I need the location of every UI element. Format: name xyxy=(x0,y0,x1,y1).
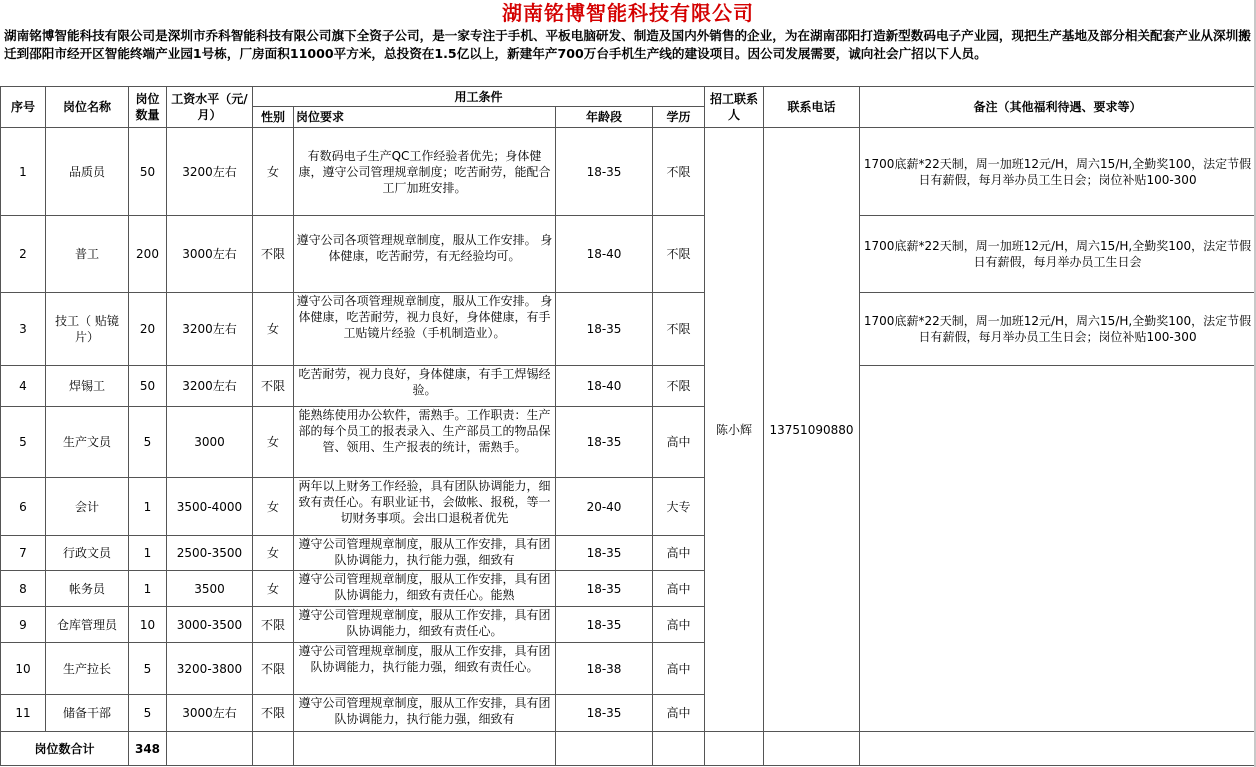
cell-education: 不限 xyxy=(653,128,705,216)
cell-seq: 11 xyxy=(1,695,46,732)
cell-count: 10 xyxy=(129,607,167,643)
cell-education: 不限 xyxy=(653,366,705,407)
header-seq: 序号 xyxy=(1,87,46,128)
header-conditions: 用工条件 xyxy=(253,87,705,107)
requirements-text: 遵守公司各项管理规章制度，服从工作安排。 身体健康，吃苦耐劳，视力良好，身体健康，有手工贴镜片经验（手机制造业）。 xyxy=(296,294,553,340)
cell-count: 200 xyxy=(129,216,167,293)
cell-count: 1 xyxy=(129,478,167,536)
requirements-text: 遵守公司管理规章制度，服从工作安排，具有团队协调能力，执行能力强，细致有 xyxy=(298,537,551,567)
cell-gender: 女 xyxy=(253,536,294,571)
requirements-text: 两年以上财务工作经验，具有团队协调能力，细致有责任心。有职业证书，会做帐、报税，等一切财务事项。会出口退税者优先 xyxy=(298,479,551,525)
cell-gender: 女 xyxy=(253,478,294,536)
cell-salary: 3000左右 xyxy=(167,216,253,293)
empty-cell xyxy=(167,732,253,766)
cell-position: 仓库管理员 xyxy=(46,607,129,643)
table-row xyxy=(1,216,1256,293)
cell-requirements xyxy=(294,407,556,478)
cell-education: 不限 xyxy=(653,293,705,366)
cell-count: 50 xyxy=(129,128,167,216)
cell-position: 品质员 xyxy=(46,128,129,216)
table-row xyxy=(1,366,1256,407)
totals-row xyxy=(1,732,1256,766)
cell-age: 18-35 xyxy=(556,571,653,607)
cell-gender: 不限 xyxy=(253,695,294,732)
cell-seq: 4 xyxy=(1,366,46,407)
cell-requirements xyxy=(294,366,556,407)
empty-cell xyxy=(860,732,1256,766)
cell-age: 18-35 xyxy=(556,128,653,216)
requirements-text: 有数码电子生产QC工作经验者优先；身体健康，遵守公司管理规章制度；吃苦耐劳，能配合工厂加班安排。 xyxy=(298,149,551,195)
requirements-text: 遵守公司各项管理规章制度，服从工作安排。 身体健康，吃苦耐劳，有无经验均可。 xyxy=(296,233,553,263)
company-intro: 湖南铭博智能科技有限公司是深圳市乔科智能科技有限公司旗下全资子公司，是一家专注于手机、平板电脑研发、制造及国内外销售的企业，为在湖南邵阳打造新型数码电子产业园，现把生产基地及部分相关配套产业从深圳搬迁到邵阳市经开区智能终端产业园1号栋，厂房面积11000平方米，总投资在1.5亿以上，新建年产700万台手机生产线的建设项目。因公司发展需要，诚向社会广招以下人员。 xyxy=(4,28,1251,61)
cell-education: 高中 xyxy=(653,571,705,607)
remark-2: 1700底薪*22天制，周一加班12元/H，周六15/H,全勤奖100，法定节假日有薪假，每月举办员工生日会 xyxy=(860,216,1256,293)
cell-salary: 3200-3800 xyxy=(167,643,253,695)
cell-position: 生产文员 xyxy=(46,407,129,478)
cell-requirements xyxy=(294,478,556,536)
cell-education: 高中 xyxy=(653,643,705,695)
header-age: 年龄段 xyxy=(556,107,653,128)
cell-requirements xyxy=(294,293,556,366)
cell-gender: 不限 xyxy=(253,216,294,293)
total-label: 岗位数合计 xyxy=(1,732,129,766)
cell-requirements xyxy=(294,643,556,695)
cell-position: 行政文员 xyxy=(46,536,129,571)
header-gender: 性别 xyxy=(253,107,294,128)
cell-position: 焊锡工 xyxy=(46,366,129,407)
cell-seq: 9 xyxy=(1,607,46,643)
empty-cell xyxy=(653,732,705,766)
requirements-text: 遵守公司管理规章制度，服从工作安排，具有团队协调能力，细致有责任心。能熟 xyxy=(298,572,551,602)
cell-count: 5 xyxy=(129,695,167,732)
cell-requirements xyxy=(294,571,556,607)
remarks-empty xyxy=(860,366,1256,732)
header-salary: 工资水平（元/月） xyxy=(167,87,253,128)
cell-count: 5 xyxy=(129,407,167,478)
cell-age: 18-40 xyxy=(556,366,653,407)
cell-education: 不限 xyxy=(653,216,705,293)
cell-gender: 不限 xyxy=(253,366,294,407)
cell-salary: 3200左右 xyxy=(167,366,253,407)
cell-position: 普工 xyxy=(46,216,129,293)
contact-phone: 13751090880 xyxy=(764,128,860,732)
requirements-text: 遵守公司管理规章制度，服从工作安排，具有团队协调能力，执行能力强，细致有责任心。 xyxy=(298,644,551,674)
cell-count: 50 xyxy=(129,366,167,407)
cell-age: 18-38 xyxy=(556,643,653,695)
empty-cell xyxy=(294,732,556,766)
cell-gender: 女 xyxy=(253,571,294,607)
recruitment-table xyxy=(0,86,1256,766)
cell-salary: 2500-3500 xyxy=(167,536,253,571)
cell-seq: 6 xyxy=(1,478,46,536)
cell-seq: 5 xyxy=(1,407,46,478)
cell-count: 20 xyxy=(129,293,167,366)
cell-gender: 不限 xyxy=(253,607,294,643)
cell-requirements xyxy=(294,536,556,571)
cell-count: 1 xyxy=(129,571,167,607)
cell-position: 帐务员 xyxy=(46,571,129,607)
cell-age: 18-40 xyxy=(556,216,653,293)
requirements-text: 能熟练使用办公软件，需熟手。工作职责：生产部的每个员工的报表录入、生产部员工的物品保管、领用、生产报表的统计，需熟手。 xyxy=(298,408,551,454)
cell-seq: 1 xyxy=(1,128,46,216)
cell-gender: 女 xyxy=(253,407,294,478)
header-requirements: 岗位要求 xyxy=(294,107,556,128)
header-count: 岗位数量 xyxy=(129,87,167,128)
cell-requirements xyxy=(294,607,556,643)
cell-age: 18-35 xyxy=(556,695,653,732)
header-remarks: 备注（其他福利待遇、要求等） xyxy=(860,87,1256,128)
cell-education: 高中 xyxy=(653,407,705,478)
cell-requirements xyxy=(294,216,556,293)
cell-age: 20-40 xyxy=(556,478,653,536)
requirements-text: 遵守公司管理规章制度，服从工作安排，具有团队协调能力，执行能力强，细致有 xyxy=(298,696,551,726)
header-position: 岗位名称 xyxy=(46,87,129,128)
cell-age: 18-35 xyxy=(556,293,653,366)
cell-age: 18-35 xyxy=(556,407,653,478)
empty-cell xyxy=(556,732,653,766)
header-education: 学历 xyxy=(653,107,705,128)
empty-cell xyxy=(253,732,294,766)
cell-education: 大专 xyxy=(653,478,705,536)
cell-seq: 3 xyxy=(1,293,46,366)
contact-name: 陈小辉 xyxy=(705,128,764,732)
cell-salary: 3200左右 xyxy=(167,293,253,366)
table-row xyxy=(1,128,1256,216)
header-phone: 联系电话 xyxy=(764,87,860,128)
cell-position: 生产拉长 xyxy=(46,643,129,695)
remark-1: 1700底薪*22天制，周一加班12元/H，周六15/H,全勤奖100，法定节假日有薪假，每月举办员工生日会；岗位补贴100-300 xyxy=(860,128,1256,216)
table-row xyxy=(1,293,1256,366)
cell-gender: 不限 xyxy=(253,643,294,695)
cell-position: 技工（ 贴镜片） xyxy=(46,293,129,366)
cell-salary: 3000 xyxy=(167,407,253,478)
cell-salary: 3500 xyxy=(167,571,253,607)
cell-position: 储备干部 xyxy=(46,695,129,732)
empty-cell xyxy=(764,732,860,766)
cell-requirements xyxy=(294,128,556,216)
cell-salary: 3500-4000 xyxy=(167,478,253,536)
cell-education: 高中 xyxy=(653,607,705,643)
cell-education: 高中 xyxy=(653,536,705,571)
cell-salary: 3000-3500 xyxy=(167,607,253,643)
cell-seq: 8 xyxy=(1,571,46,607)
cell-age: 18-35 xyxy=(556,607,653,643)
header-recruiter: 招工联系人 xyxy=(705,87,764,128)
requirements-text: 遵守公司管理规章制度，服从工作安排，具有团队协调能力，细致有责任心。 xyxy=(298,608,551,638)
cell-seq: 2 xyxy=(1,216,46,293)
empty-cell xyxy=(705,732,764,766)
cell-count: 5 xyxy=(129,643,167,695)
company-title: 湖南铭博智能科技有限公司 xyxy=(0,0,1256,26)
cell-age: 18-35 xyxy=(556,536,653,571)
cell-requirements xyxy=(294,695,556,732)
cell-education: 高中 xyxy=(653,695,705,732)
cell-position: 会计 xyxy=(46,478,129,536)
cell-seq: 7 xyxy=(1,536,46,571)
cell-seq: 10 xyxy=(1,643,46,695)
cell-gender: 女 xyxy=(253,293,294,366)
cell-salary: 3000左右 xyxy=(167,695,253,732)
cell-count: 1 xyxy=(129,536,167,571)
cell-gender: 女 xyxy=(253,128,294,216)
total-value: 348 xyxy=(129,732,167,766)
cell-salary: 3200左右 xyxy=(167,128,253,216)
requirements-text: 吃苦耐劳，视力良好，身体健康，有手工焊锡经验。 xyxy=(298,367,551,397)
remark-3: 1700底薪*22天制，周一加班12元/H，周六15/H,全勤奖100，法定节假日有薪假，每月举办员工生日会；岗位补贴100-300 xyxy=(860,293,1256,366)
